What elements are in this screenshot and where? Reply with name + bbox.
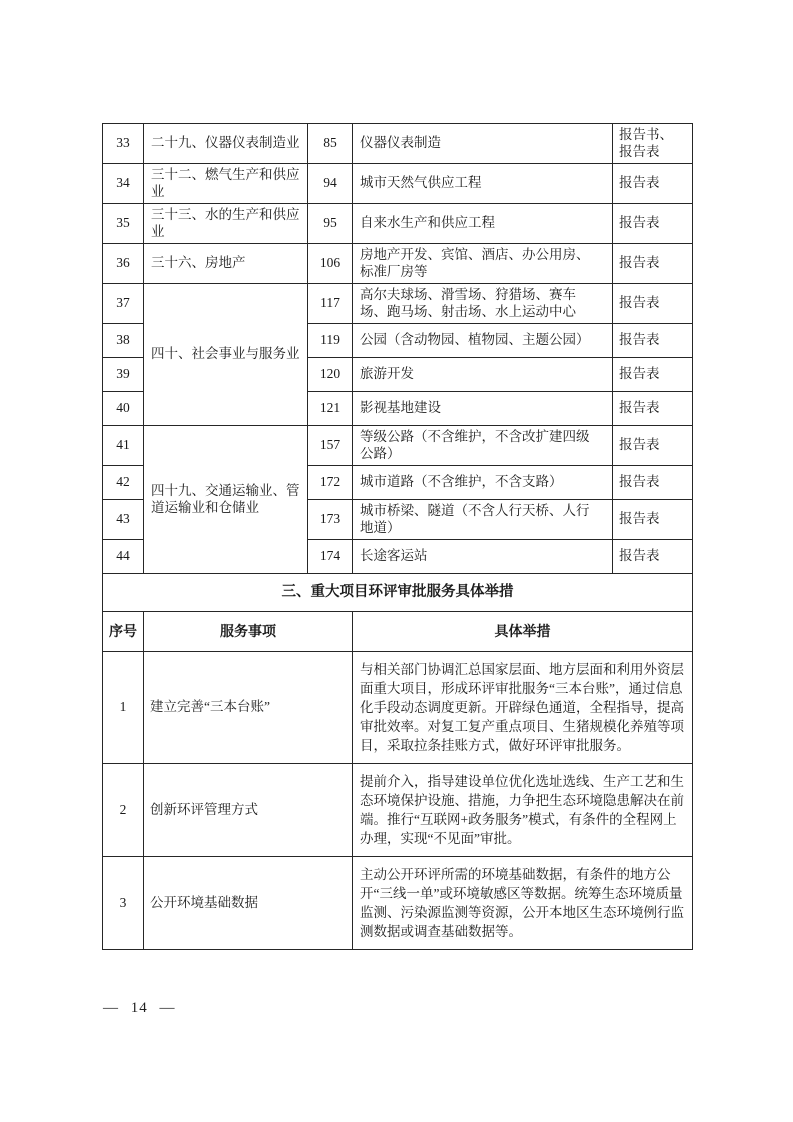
report-type-cell: 报告表 [613,324,693,358]
measure-detail-cell: 主动公开环评所需的环境基础数据，有条件的地方公开“三线一单”或环境敏感区等数据。统筹生态环境质量监测、污染源监测等资源，公开本地区生态环境例行监测数据或调查基础数据等。 [353,857,693,950]
catalog-row [103,124,693,164]
approval-catalog-table [102,123,693,950]
project-cell: 仪器仪表制造 [353,124,613,164]
project-cell: 城市道路（不含维护，不含支路） [353,466,613,500]
seq-cell: 43 [103,500,144,540]
report-type-cell: 报告表 [613,164,693,204]
page-number: — 14 — [103,1000,176,1016]
project-cell: 城市天然气供应工程 [353,164,613,204]
code-cell: 95 [308,204,353,244]
measure-seq-cell: 1 [103,652,144,764]
report-type-cell: 报告表 [613,284,693,324]
catalog-row [103,204,693,244]
code-cell: 174 [308,540,353,574]
project-cell: 影视基地建设 [353,392,613,426]
measure-detail-cell: 提前介入，指导建设单位优化选址选线、生产工艺和生态环境保护设施、措施，力争把生态环境隐患解决在前端。推行“互联网+政务服务”模式，有条件的全程网上办理，实现“不见面”审批。 [353,764,693,857]
report-type-cell: 报告表 [613,540,693,574]
code-cell: 121 [308,392,353,426]
service-item-cell: 公开环境基础数据 [144,857,353,950]
seq-cell: 34 [103,164,144,204]
report-type-cell: 报告表 [613,500,693,540]
seq-cell: 36 [103,244,144,284]
category-cell: 四十九、交通运输业、管道运输业和仓储业 [144,426,308,574]
measures-header-row [103,612,693,652]
measure-detail-cell: 与相关部门协调汇总国家层面、地方层面和利用外资层面重大项目，形成环评审批服务“三本台账”，通过信息化手段动态调度更新。开辟绿色通道，全程指导，提高审批效率。对复工复产重点项目、生猪规模化养殖等项目，采取拉条挂账方式，做好环评审批服务。 [353,652,693,764]
seq-cell: 41 [103,426,144,466]
column-header-seq: 序号 [103,612,144,652]
code-cell: 172 [308,466,353,500]
project-cell: 长途客运站 [353,540,613,574]
seq-cell: 38 [103,324,144,358]
code-cell: 106 [308,244,353,284]
seq-cell: 33 [103,124,144,164]
code-cell: 120 [308,358,353,392]
measure-seq-cell: 2 [103,764,144,857]
report-type-cell: 报告表 [613,244,693,284]
category-cell: 三十二、燃气生产和供应业 [144,164,308,204]
section-title-row [103,574,693,612]
category-cell: 三十六、房地产 [144,244,308,284]
measures-row [103,652,693,764]
seq-cell: 35 [103,204,144,244]
catalog-row [103,284,693,324]
seq-cell: 40 [103,392,144,426]
project-cell: 城市桥梁、隧道（不含人行天桥、人行地道） [353,500,613,540]
project-cell: 房地产开发、宾馆、酒店、办公用房、标准厂房等 [353,244,613,284]
seq-cell: 42 [103,466,144,500]
report-type-cell: 报告表 [613,426,693,466]
category-cell: 三十三、水的生产和供应业 [144,204,308,244]
seq-cell: 44 [103,540,144,574]
measure-seq-cell: 3 [103,857,144,950]
project-cell: 高尔夫球场、滑雪场、狩猎场、赛车场、跑马场、射击场、水上运动中心 [353,284,613,324]
report-type-cell: 报告书、报告表 [613,124,693,164]
service-item-cell: 建立完善“三本台账” [144,652,353,764]
code-cell: 85 [308,124,353,164]
report-type-cell: 报告表 [613,358,693,392]
service-item-cell: 创新环评管理方式 [144,764,353,857]
measures-section [103,574,693,652]
category-cell: 四十、社会事业与服务业 [144,284,308,426]
project-cell: 等级公路（不含维护，不含改扩建四级公路） [353,426,613,466]
project-cell: 公园（含动物园、植物园、主题公园） [353,324,613,358]
measures-row [103,764,693,857]
measures-row [103,857,693,950]
catalog-row [103,164,693,204]
code-cell: 157 [308,426,353,466]
catalog-row [103,244,693,284]
column-header-measures: 具体举措 [353,612,693,652]
report-type-cell: 报告表 [613,204,693,244]
seq-cell: 37 [103,284,144,324]
code-cell: 119 [308,324,353,358]
project-cell: 自来水生产和供应工程 [353,204,613,244]
code-cell: 94 [308,164,353,204]
measures-body [103,652,693,950]
section-title: 三、重大项目环评审批服务具体举措 [103,574,693,612]
project-cell: 旅游开发 [353,358,613,392]
column-header-service-item: 服务事项 [144,612,353,652]
seq-cell: 39 [103,358,144,392]
code-cell: 117 [308,284,353,324]
code-cell: 173 [308,500,353,540]
catalog-body [103,124,693,574]
catalog-row [103,426,693,466]
category-cell: 二十九、仪器仪表制造业 [144,124,308,164]
report-type-cell: 报告表 [613,392,693,426]
report-type-cell: 报告表 [613,466,693,500]
